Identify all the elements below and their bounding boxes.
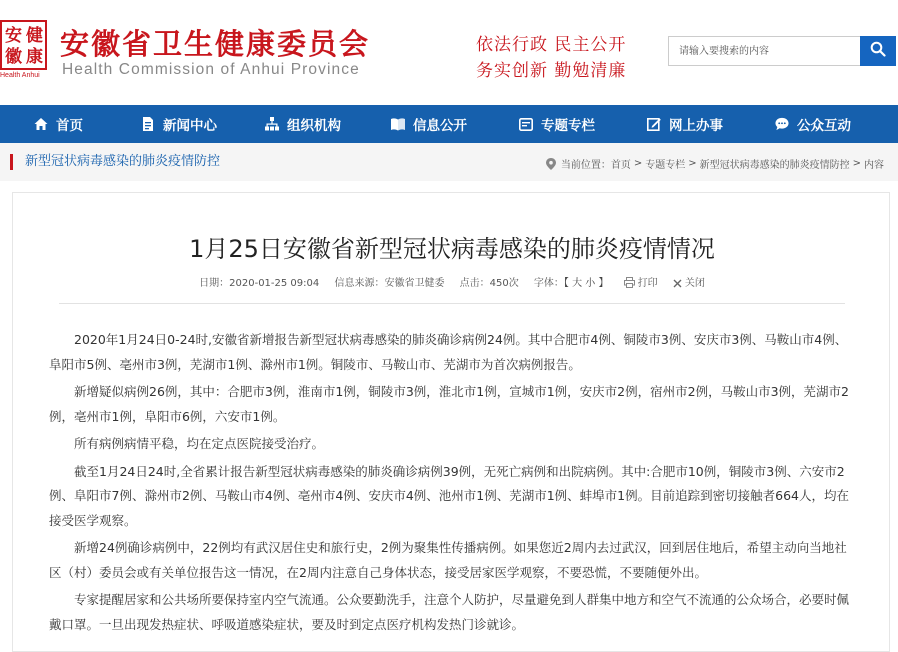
edit-icon — [647, 117, 661, 131]
breadcrumb-current: 内容 — [864, 160, 884, 171]
logo-char-1: 安 — [5, 26, 22, 46]
book-icon — [391, 117, 405, 131]
nav-label: 专题专栏 — [541, 118, 595, 134]
title-divider — [59, 303, 845, 304]
meta-hits-label: 点击： — [459, 278, 490, 289]
article-panel — [12, 192, 890, 652]
site-header — [0, 0, 898, 105]
meta-font — [534, 278, 609, 289]
chat-icon — [775, 117, 789, 131]
nav-item-disclosure[interactable] — [391, 105, 467, 143]
search-icon — [870, 41, 886, 61]
document-icon — [141, 117, 155, 131]
print-button[interactable] — [624, 278, 661, 289]
breadcrumb-link-section[interactable]: 新型冠状病毒感染的肺炎疫情防控 — [699, 160, 850, 171]
article-paragraph: 所有病例病情平稳，均在定点医院接受治疗。 — [74, 436, 325, 451]
logo-char-3: 徽 — [5, 47, 22, 67]
meta-date — [199, 278, 319, 289]
nav-item-organization[interactable] — [265, 105, 341, 143]
nav-label: 公众互动 — [797, 118, 851, 134]
org-chart-icon — [265, 117, 279, 131]
article-title: 1月25日安徽省新型冠状病毒感染的肺炎疫情情况 — [189, 235, 715, 263]
nav-label: 首页 — [56, 118, 83, 134]
meta-source — [334, 278, 444, 289]
meta-date-value: 2020-01-25 09:04 — [229, 278, 320, 289]
site-title[interactable]: 安徽省卫生健康委员会 — [60, 27, 371, 61]
meta-font-label: 字体： — [533, 278, 564, 289]
meta-date-label: 日期： — [199, 278, 230, 289]
article-paragraph: 新增24例确诊病例中，22例均有武汉居住史和旅行史，2例为聚集性传播病例。如果您近2周内去过武汉，回到居住地后，希望主动向当地社区（村）委员会或有关单位报告这一情况，在2周内注意自己身体状态，接受居家医学观察，不要恐慌，不要随便外出。 — [49, 540, 847, 580]
section-title[interactable]: 新型冠状病毒感染的肺炎疫情防控 — [10, 154, 220, 170]
logo-char-2: 健 — [26, 26, 43, 46]
breadcrumb-separator: > — [633, 158, 643, 169]
printer-icon — [624, 277, 635, 288]
slogan-line-1: 依法行政 民主公开 — [476, 35, 627, 55]
nav-item-interaction[interactable] — [775, 105, 851, 143]
slogan-line-2: 务实创新 勤勉清廉 — [476, 61, 627, 81]
breadcrumb-separator: > — [688, 158, 697, 169]
meta-hits-value: 450次 — [489, 278, 519, 289]
article-paragraph: 2020年1月24日0-24时,安徽省新增报告新型冠状病毒感染的肺炎确诊病例24例。其中合肥市4例、铜陵市3例、安庆市3例、马鞍山市4例、阜阳市5例、亳州市3例，芜湖市1例、滁州市1例。铜陵市、马鞍山市、芜湖市为首次病例报告。 — [49, 332, 848, 372]
home-icon — [34, 117, 48, 131]
nav-item-topics[interactable] — [519, 105, 595, 143]
breadcrumb-link-home[interactable]: 首页 — [610, 160, 631, 171]
close-button[interactable] — [673, 278, 705, 289]
breadcrumb-separator: > — [852, 158, 861, 169]
search-box — [668, 36, 896, 66]
nav-item-home[interactable] — [34, 105, 83, 143]
close-icon — [673, 279, 682, 288]
breadcrumb — [546, 156, 884, 171]
print-label: 打印 — [637, 278, 658, 289]
nav-label: 组织机构 — [287, 118, 341, 134]
logo-seal — [0, 20, 47, 70]
close-label: 关闭 — [684, 278, 705, 289]
article-paragraph: 专家提醒居家和公共场所要保持室内空气流通。公众要勤洗手，注意个人防护，尽量避免到人群集中地方和空气不流通的公众场合，必要时佩戴口罩。一旦出现发热症状、呼吸道感染症状，要及时到定点医疗机构发热门诊就诊。 — [49, 592, 850, 632]
nav-item-news[interactable] — [141, 105, 217, 143]
site-subtitle: Health Commission of Anhui Province — [62, 61, 360, 78]
logo-english: Health Anhui — [0, 72, 40, 79]
breadcrumb-bar — [0, 143, 898, 181]
meta-hits — [460, 278, 519, 289]
nav-label: 网上办事 — [669, 118, 723, 134]
breadcrumb-link-topics[interactable]: 专题专栏 — [645, 160, 686, 171]
search-button[interactable] — [860, 36, 896, 66]
breadcrumb-prefix: 当前位置： — [560, 160, 611, 171]
font-size-toggle[interactable]: 【 大 小 】 — [563, 278, 609, 289]
meta-source-label: 信息来源： — [334, 278, 385, 289]
search-input[interactable] — [668, 36, 860, 66]
article-paragraph: 新增疑似病例26例，其中：合肥市3例，淮南市1例，铜陵市3例，淮北市1例，宣城市1例，安庆市2例，宿州市2例，马鞍山市3例，芜湖市2例，亳州市1例，阜阳市6例，六安市1例。 — [49, 384, 849, 424]
nav-label: 信息公开 — [413, 118, 467, 134]
location-pin-icon — [546, 158, 556, 170]
logo-char-4: 康 — [26, 47, 43, 67]
article-body — [49, 328, 849, 640]
site-logo[interactable] — [0, 20, 47, 82]
article-paragraph: 截至1月24日24时,全省累计报告新型冠状病毒感染的肺炎确诊病例39例，无死亡病例和出院病例。其中:合肥市10例，铜陵市3例、六安市2例、阜阳市7例、滁州市2例、马鞍山市4例、亳州市4例、安庆市4例、池州市1例、芜湖市1例、蚌埠市1例。目前追踪到密切接触者664人，均在接受医学观察。 — [49, 463, 849, 528]
main-nav — [0, 105, 898, 143]
nav-item-online-services[interactable] — [647, 105, 723, 143]
meta-source-value: 安徽省卫健委 — [384, 278, 445, 289]
nav-label: 新闻中心 — [163, 118, 217, 134]
article-meta — [13, 274, 891, 289]
folder-icon — [519, 117, 533, 131]
